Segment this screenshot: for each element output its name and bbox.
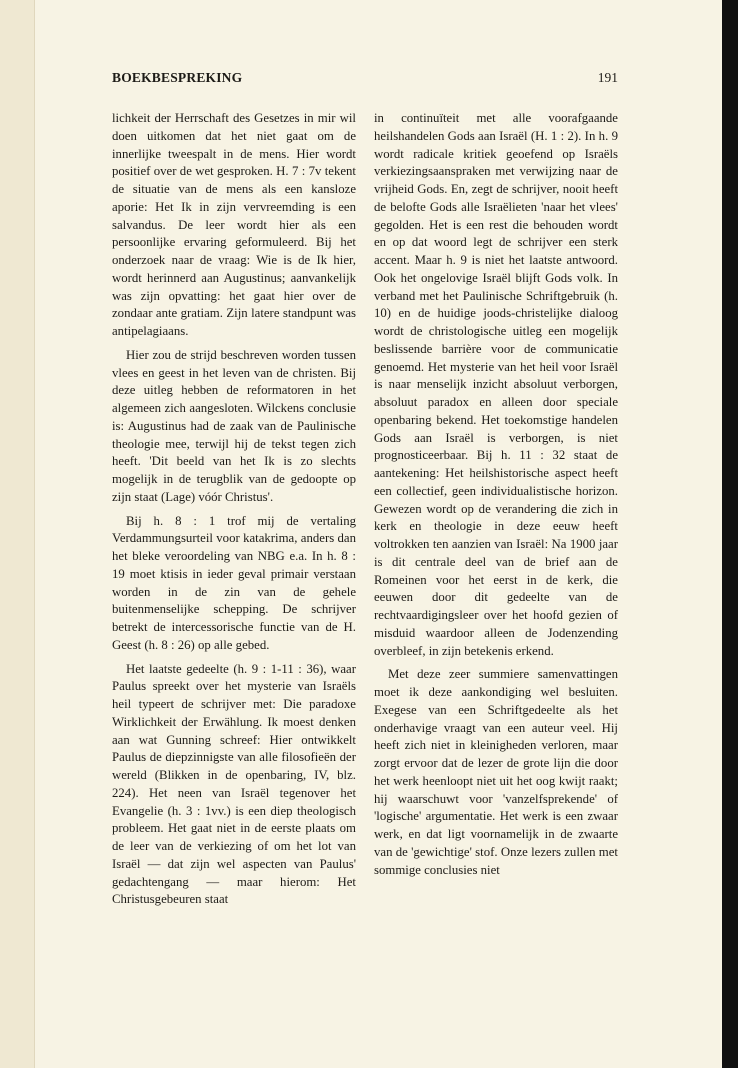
left-paragraph-1: lichkeit der Herrschaft des Gesetzes in mir wil doen uitkomen dat het niet gaat om de innerlijke tweespalt in de mens. Hier wordt positief over de wet gesproken. H. 7 : 7v tekent de situatie van de mens als een kansloze aporie: Het Ik in zijn vervreemding is een salvandus. De leer wordt hier als een persoonlijke ervaring geformuleerd. Bij het onderzoek naar de vraag: Wie is de Ik hier, wordt herinnerd aan Augustinus; aanvankelijk was zijn opvatting: het gaat hier over de zondaar ante gratiam. Zijn latere standpunt was antipelagiaans. — [112, 111, 356, 338]
right-paragraph-1: in continuïteit met alle voorafgaande heilshandelen Gods aan Israël (H. 1 : 2). In h. 9 wordt radicale kritiek geoefend op Israëls verkiezingsaanspraken met verwijzing naar de vrijheid Gods. En, zegt de schrijver, nooit heeft de belofte Gods alle Israëlieten 'naar het vlees' gegolden. Het is een rest die behouden wordt en op dat woord legt de schrijver een sterk accent. Maar h. 9 is niet het laatste antwoord. Ook het ongelovige Israël blijft Gods volk. In verband met het Paulinische Schriftgebruik (h. 10) en de huidige joods-christelijke dialoog wordt de christologische uitleg een mogelijk beslissende barrière voor de communicatie genoemd. Het mysterie van het heil voor Israël is naar menselijk inzicht absoluut verborgen, absoluut paradox en alleen door speciale openbaring bekend. Het toekomstige handelen Gods aan Israël is verborgen, is niet prognosticeerbaar. Bij h. 11 : 32 staat de aantekening: Het heilshistorische aspect heeft een collectief, geen individualistische horizon. Gewezen wordt op de verandering die zich in kerk en theologie in deze eeuw heeft voltrokken ten aanzien van Israël: Na 1900 jaar is dit centrale deel van de brief aan de Romeinen voor het eerst in de kerk, die eeuwen door dit gedeelte van de rechtvaardigingsleer over het hoofd gezien of misduid waardoor alleen de Jodenzending overbleef, in zijn betekenis erkend. — [374, 111, 618, 658]
scan-right-border — [722, 0, 738, 1068]
left-paragraph-4: Het laatste gedeelte (h. 9 : 1-11 : 36), waar Paulus spreekt over het mysterie van Israëls heil typeert de schrijver met: Die paradoxe Wirklichkeit der Erwählung. Ik moest denken aan wat Gunning schreef: Hier ontwikkelt Paulus de diepzinnigste van alle filosofieën der wereld (Blikken in de openbaring, IV, blz. 224). Het neen van Israël tegenover het Evangelie (h. 3 : 1vv.) is een diep theologisch probleem. Het gaat niet in de eerste plaats om de leer van de verkiezing of om het lot van Israël — dat zijn wel aspecten van Paulus' gedachtengang — maar hierom: Het Christusgebeuren staat — [112, 661, 356, 907]
scan-fold-line — [34, 0, 35, 1068]
scan-left-margin — [0, 0, 34, 1068]
running-header — [112, 70, 618, 94]
document-page — [112, 70, 618, 907]
left-paragraph-3: Bij h. 8 : 1 trof mij de vertaling Verdammungsurteil voor katakrima, anders dan het bleke veroordeling van NBG e.a. In h. 8 : 19 moet ktisis in ieder geval primair verstaan worden in de zin van de gehele buitenmenselijke schepping. De schrijver betrekt de intercessorische functie van de H. Geest (h. 8 : 26) op alle gebed. — [112, 513, 356, 652]
left-column — [112, 110, 356, 909]
left-paragraph-2: Hier zou de strijd beschreven worden tussen vlees en geest in het leven van de christen. Bij deze uitleg hebben de reformatoren in het algemeen zich aangesloten. Wilckens conclusie is: Augustinus had de zaak van de Paulinische theologie mee, terwijl hij de tekst tegen zich heeft. 'Dit beeld van het Ik is zo slechts mogelijk in de terugblik van de gedoopte op zijn staat (Lage) vóór Christus'. — [112, 347, 356, 504]
page-number: 191 — [597, 70, 618, 85]
right-column — [374, 110, 618, 879]
right-paragraph-2: Met deze zeer summiere samenvattingen moet ik deze aankondiging wel besluiten. Exegese van een Schriftgedeelte als het onderhavige vraagt van een auteur veel. Hij heeft zich niet in kleinigheden verloren, maar zorgt ervoor dat de lezer de grote lijn die door het werk heenloopt niet uit het oog kwijt raakt; hij waarschuwt voor 'vanzelfsprekende' of 'logische' argumentatie. Het werk is een zwaar werk, en dat ligt voornamelijk in de zwaarte van de 'gewichtige' stof. Onze lezers zullen met sommige conclusies niet — [374, 667, 618, 877]
section-title: BOEKBESPREKING — [112, 70, 243, 85]
